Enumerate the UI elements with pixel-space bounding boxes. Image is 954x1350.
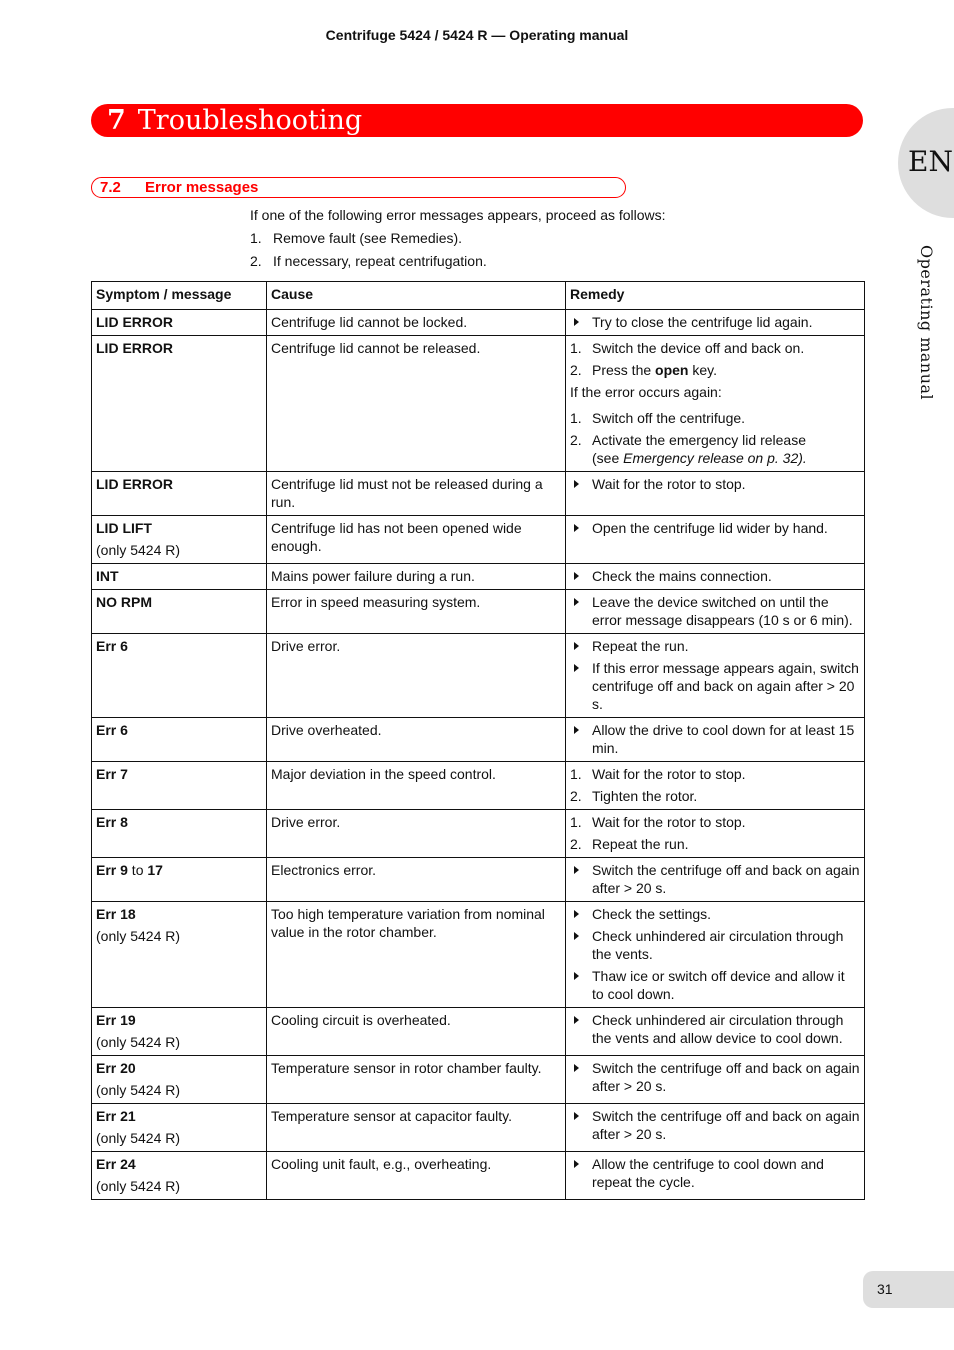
remedy-text: If this error message appears again, switch centrifuge off and back on again after > 20 s. — [592, 660, 859, 712]
remedy-cell — [566, 590, 865, 634]
step-text: Remove fault (see Remedies). — [273, 230, 463, 246]
cause-cell: Centrifuge lid has not been opened wide enough. — [267, 516, 566, 564]
arrow-bullet-icon — [574, 524, 579, 532]
intro-step — [250, 253, 850, 269]
remedy-item — [570, 567, 860, 585]
remedy-item — [570, 721, 860, 757]
cause-cell: Major deviation in the speed control. — [267, 762, 566, 810]
arrow-bullet-icon — [574, 1160, 579, 1168]
error-code: LID ERROR — [96, 340, 173, 356]
remedy-cell — [566, 472, 865, 516]
table-row — [92, 336, 865, 472]
table-row — [92, 902, 865, 1008]
symptom-cell — [92, 634, 267, 718]
arrow-bullet-icon — [574, 664, 579, 672]
symptom-cell — [92, 1152, 267, 1200]
error-code: LID ERROR — [96, 476, 173, 492]
remedy-item — [570, 1107, 860, 1143]
symptom-cell — [92, 810, 267, 858]
symptom-cell — [92, 564, 267, 590]
arrow-bullet-icon — [574, 1112, 579, 1120]
error-code: Err 24 — [96, 1156, 136, 1172]
remedy-item — [570, 927, 860, 963]
remedy-text: Tighten the rotor. — [592, 788, 698, 804]
remedy-item — [570, 519, 860, 537]
column-header-cause: Cause — [267, 282, 566, 310]
step-number: 2. — [250, 253, 262, 269]
table-row — [92, 858, 865, 902]
chapter-heading-bar — [91, 104, 863, 137]
table-row — [92, 516, 865, 564]
cause-cell: Cooling unit fault, e.g., overheating. — [267, 1152, 566, 1200]
arrow-bullet-icon — [574, 642, 579, 650]
cross-reference: Emergency release on p. 32). — [623, 450, 807, 466]
step-number: 1. — [570, 814, 582, 830]
remedy-step — [570, 431, 860, 467]
step-number: 1. — [570, 766, 582, 782]
cause-cell: Mains power failure during a run. — [267, 564, 566, 590]
table-header-row — [92, 282, 865, 310]
remedy-text: Switch the device off and back on. — [592, 340, 805, 356]
cause-cell: Drive error. — [267, 634, 566, 718]
step-number: 2. — [570, 432, 582, 448]
remedy-text: Allow the centrifuge to cool down and repeat the cycle. — [592, 1156, 824, 1190]
chapter-title — [107, 104, 362, 137]
symptom-cell — [92, 590, 267, 634]
remedy-step — [570, 339, 860, 357]
remedy-step — [570, 787, 860, 805]
model-note: (only 5424 R) — [96, 928, 181, 944]
cause-cell: Too high temperature variation from nominal value in the rotor chamber. — [267, 902, 566, 1008]
remedy-text: Switch off the centrifuge. — [592, 410, 746, 426]
arrow-bullet-icon — [574, 910, 579, 918]
remedy-text: Check the mains connection. — [592, 568, 772, 584]
error-code: Err 6 — [96, 638, 128, 654]
model-note: (only 5424 R) — [96, 542, 181, 558]
arrow-bullet-icon — [574, 480, 579, 488]
step-text: If necessary, repeat centrifugation. — [273, 253, 487, 269]
error-code: Err 21 — [96, 1108, 136, 1124]
remedy-text: Check unhindered air circulation through the vents and allow device to cool down. — [592, 1012, 844, 1046]
remedy-note: If the error occurs again: — [570, 384, 722, 400]
remedy-text: Open the centrifuge lid wider by hand. — [592, 520, 828, 536]
error-code: Err 9 — [96, 862, 128, 878]
remedy-text: Thaw ice or switch off device and allow it to cool down. — [592, 968, 845, 1002]
remedy-cell — [566, 762, 865, 810]
column-header-symptom: Symptom / message — [92, 282, 267, 310]
remedy-item — [570, 637, 860, 655]
range-word: to — [127, 862, 148, 878]
remedy-item — [570, 475, 860, 493]
cause-cell: Centrifuge lid cannot be released. — [267, 336, 566, 472]
remedy-item — [570, 1155, 860, 1191]
remedy-item — [570, 313, 860, 331]
remedy-text-part: key. — [688, 362, 718, 378]
symptom-cell — [92, 762, 267, 810]
step-number: 2. — [570, 836, 582, 852]
cause-cell: Cooling circuit is overheated. — [267, 1008, 566, 1056]
intro-text — [250, 207, 850, 276]
table-row — [92, 1152, 865, 1200]
table-row — [92, 634, 865, 718]
model-note: (only 5424 R) — [96, 1082, 181, 1098]
remedy-cell — [566, 1104, 865, 1152]
arrow-bullet-icon — [574, 726, 579, 734]
remedy-step — [570, 835, 860, 853]
table-row — [92, 762, 865, 810]
column-header-remedy: Remedy — [566, 282, 865, 310]
step-number: 1. — [570, 410, 582, 426]
error-table — [91, 281, 865, 1200]
section-number: 7.2 — [100, 179, 121, 196]
symptom-cell — [92, 310, 267, 336]
arrow-bullet-icon — [574, 932, 579, 940]
error-code: NO RPM — [96, 594, 152, 610]
error-code: LID LIFT — [96, 520, 152, 536]
remedy-text: Wait for the rotor to stop. — [592, 476, 746, 492]
table-row — [92, 1056, 865, 1104]
chapter-title-text: Troubleshooting — [137, 105, 363, 136]
error-code: Err 19 — [96, 1012, 136, 1028]
symptom-cell — [92, 516, 267, 564]
intro-step — [250, 230, 850, 246]
arrow-bullet-icon — [574, 572, 579, 580]
remedy-item — [570, 1011, 860, 1047]
error-code: Err 6 — [96, 722, 128, 738]
symptom-cell — [92, 718, 267, 762]
remedy-text: Leave the device switched on until the error message disappears (10 s or 6 min). — [592, 594, 853, 628]
error-code: Err 18 — [96, 906, 136, 922]
remedy-cell — [566, 810, 865, 858]
remedy-step — [570, 813, 860, 831]
arrow-bullet-icon — [574, 972, 579, 980]
error-code: Err 20 — [96, 1060, 136, 1076]
cause-cell: Electronics error. — [267, 858, 566, 902]
remedy-cell — [566, 718, 865, 762]
table-row — [92, 310, 865, 336]
cause-cell: Drive error. — [267, 810, 566, 858]
remedy-item — [570, 861, 860, 897]
remedy-text: Wait for the rotor to stop. — [592, 766, 746, 782]
remedy-cell — [566, 902, 865, 1008]
remedy-text: Try to close the centrifuge lid again. — [592, 314, 813, 330]
remedy-item — [570, 1059, 860, 1095]
remedy-item — [570, 967, 860, 1003]
arrow-bullet-icon — [574, 318, 579, 326]
remedy-text-part: (see — [592, 450, 624, 466]
remedy-text: Switch the centrifuge off and back on again after > 20 s. — [592, 1108, 860, 1142]
remedy-cell — [566, 1008, 865, 1056]
remedy-item — [570, 593, 860, 629]
symptom-cell — [92, 858, 267, 902]
remedy-text — [592, 431, 807, 467]
arrow-bullet-icon — [574, 598, 579, 606]
table-row — [92, 718, 865, 762]
remedy-text: Wait for the rotor to stop. — [592, 814, 746, 830]
language-label: EN — [908, 145, 953, 178]
cause-cell: Centrifuge lid cannot be locked. — [267, 310, 566, 336]
table-row — [92, 590, 865, 634]
remedy-cell — [566, 634, 865, 718]
remedy-cell — [566, 564, 865, 590]
step-number: 2. — [570, 362, 582, 378]
remedy-item — [570, 905, 860, 923]
remedy-cell — [566, 336, 865, 472]
symptom-cell — [92, 336, 267, 472]
remedy-text — [592, 361, 717, 379]
symptom-cell — [92, 902, 267, 1008]
remedy-text: Check unhindered air circulation through the vents. — [592, 928, 844, 962]
remedy-item — [570, 659, 860, 713]
table-row — [92, 810, 865, 858]
model-note: (only 5424 R) — [96, 1178, 181, 1194]
remedy-cell — [566, 1152, 865, 1200]
remedy-step — [570, 361, 860, 379]
step-number: 2. — [570, 788, 582, 804]
remedy-text-part: Press the — [592, 362, 656, 378]
remedy-step — [570, 765, 860, 783]
cause-cell: Drive overheated. — [267, 718, 566, 762]
model-note: (only 5424 R) — [96, 1130, 181, 1146]
symptom-cell — [92, 1008, 267, 1056]
intro-paragraph: If one of the following error messages appears, proceed as follows: — [250, 207, 666, 223]
table-row — [92, 1104, 865, 1152]
remedy-cell — [566, 858, 865, 902]
cause-cell: Temperature sensor at capacitor faulty. — [267, 1104, 566, 1152]
remedy-text-part: Activate the emergency lid release — [592, 432, 806, 448]
arrow-bullet-icon — [574, 866, 579, 874]
remedy-step — [570, 409, 860, 427]
model-note: (only 5424 R) — [96, 1034, 181, 1050]
symptom-cell — [92, 1056, 267, 1104]
error-code: Err 7 — [96, 766, 128, 782]
remedy-cell — [566, 1056, 865, 1104]
remedy-text: Repeat the run. — [592, 638, 689, 654]
remedy-text: Allow the drive to cool down for at least 15 min. — [592, 722, 855, 756]
chapter-number: 7 — [107, 105, 126, 136]
remedy-text: Check the settings. — [592, 906, 712, 922]
symptom-cell — [92, 1104, 267, 1152]
remedy-text: Switch the centrifuge off and back on again after > 20 s. — [592, 1060, 860, 1094]
remedy-cell — [566, 310, 865, 336]
key-name: open — [655, 362, 689, 378]
arrow-bullet-icon — [574, 1064, 579, 1072]
error-code: Err 8 — [96, 814, 128, 830]
cause-cell: Temperature sensor in rotor chamber faulty. — [267, 1056, 566, 1104]
error-code-end: 17 — [147, 862, 163, 878]
section-title: Error messages — [145, 179, 259, 196]
error-code: LID ERROR — [96, 314, 173, 330]
step-number: 1. — [250, 230, 262, 246]
arrow-bullet-icon — [574, 1016, 579, 1024]
remedy-text: Switch the centrifuge off and back on again after > 20 s. — [592, 862, 860, 896]
remedy-cell — [566, 516, 865, 564]
table-row — [92, 564, 865, 590]
side-section-label: Operating manual — [917, 245, 936, 401]
page-number: 31 — [877, 1281, 893, 1297]
section-heading — [91, 177, 626, 198]
table-row — [92, 1008, 865, 1056]
table-row — [92, 472, 865, 516]
remedy-text: Repeat the run. — [592, 836, 689, 852]
step-number: 1. — [570, 340, 582, 356]
running-header: Centrifuge 5424 / 5424 R — Operating manual — [325, 27, 629, 43]
cause-cell: Centrifuge lid must not be released during a run. — [267, 472, 566, 516]
symptom-cell — [92, 472, 267, 516]
cause-cell: Error in speed measuring system. — [267, 590, 566, 634]
error-code: INT — [96, 568, 119, 584]
